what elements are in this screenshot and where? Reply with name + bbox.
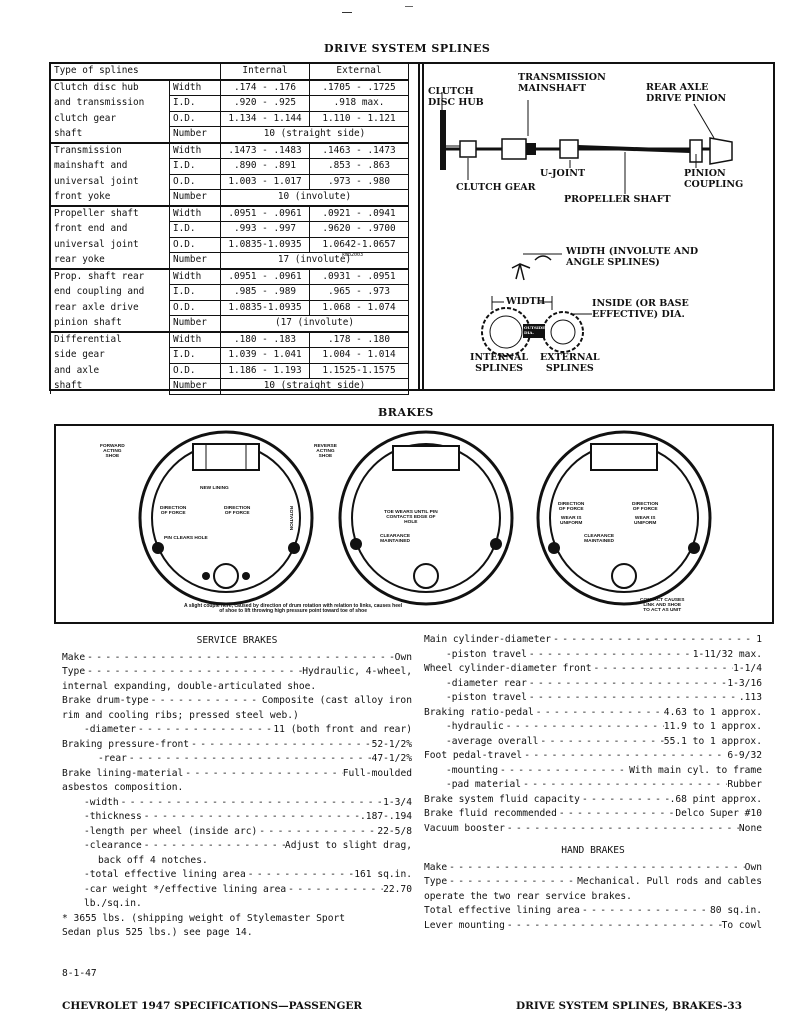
spline-measure-label: I.D. [170, 159, 221, 175]
spec-label: -width [84, 796, 119, 808]
spec-line [62, 680, 412, 695]
spec-line [424, 648, 762, 663]
spec-value: 1-3/4 [383, 796, 412, 808]
spec-label: Brake fluid recommended [424, 808, 557, 819]
splines-row [51, 348, 409, 364]
spec-label: -mounting [446, 764, 498, 776]
splines-row [51, 379, 409, 395]
spline-measure-label: O.D. [170, 174, 221, 190]
th-external: External [310, 64, 409, 80]
spline-internal-value: 1.134 - 1.144 [221, 111, 310, 127]
spec-value: None [738, 822, 762, 834]
spline-measure-label: Number [170, 316, 221, 332]
spline-category-line: universal joint [51, 174, 170, 190]
lbl-wear-uniform-1: WEAR IS UNIFORM [560, 516, 583, 526]
spec-value: 22-5/8 [377, 825, 412, 837]
spline-internal-value: 1.0835-1.0935 [221, 300, 310, 316]
leader-dashes [521, 778, 727, 793]
spec-label: -clearance [84, 840, 142, 851]
spec-text: lb./sq.in. [84, 898, 142, 909]
lbl-clutch-gear: CLUTCH GEAR [456, 182, 536, 193]
spec-line [424, 662, 762, 677]
spec-line [424, 919, 762, 934]
splines-row [51, 127, 409, 143]
spline-category-line: side gear [51, 348, 170, 364]
spec-label: Type [62, 666, 86, 677]
spline-measure-label: O.D. [170, 300, 221, 316]
spec-line [424, 735, 762, 750]
spec-value: 6-9/32 [727, 750, 762, 761]
clutch-disc-shape [440, 110, 446, 170]
spline-measure-label: Width [170, 206, 221, 222]
spec-value: Own [744, 861, 762, 873]
spec-value: Delco Super #10 [675, 808, 762, 819]
splines-row [51, 363, 409, 379]
spline-measure-label: Width [170, 269, 221, 285]
spline-external-value: .0921 - .0941 [310, 206, 409, 222]
spline-category-line: and transmission [51, 96, 170, 112]
spec-value: 55.1 to 1 approx. [663, 735, 762, 747]
spline-measure-label: I.D. [170, 222, 221, 238]
lbl-direction-force-2: DIRECTION OF FORCE [224, 506, 251, 516]
lbl-toe-wears: TOE WEARS UNTIL PIN CONTACTS EDGE OF HOLE [384, 510, 438, 525]
spec-label: Make [424, 861, 448, 873]
lbl-external-splines: EXTERNAL SPLINES [540, 352, 600, 374]
spline-category-line: Transmission [51, 143, 170, 159]
splines-row [51, 269, 409, 285]
leader-dashes [183, 767, 342, 782]
spline-measure-label: I.D. [170, 96, 221, 112]
spline-external-value: 1.004 - 1.014 [310, 348, 409, 364]
spline-diagram [418, 62, 775, 391]
splines-row [51, 332, 409, 348]
spline-external-value: .918 max. [310, 96, 409, 112]
spec-text: Sedan plus 525 lbs.) see page 14. [62, 927, 253, 938]
lbl-reverse-acting: REVERSE ACTING SHOE [314, 444, 337, 459]
brake-drum-1 [140, 432, 312, 604]
spec-label: Total effective lining area [424, 905, 580, 916]
lbl-transmission-mainshaft: TRANSMISSION MAINSHAFT [518, 72, 606, 94]
spec-line [424, 793, 762, 808]
spec-value: Rubber [727, 779, 762, 790]
spec-label: -hydraulic [446, 721, 504, 732]
leader-dashes [505, 822, 739, 837]
spec-line [424, 691, 762, 706]
spec-label: -piston travel [446, 692, 527, 703]
spec-value: To cowl [721, 919, 762, 931]
spline-external-value: .853 - .863 [310, 159, 409, 175]
lbl-clearance-2: CLEARANCE MAINTAINED [380, 534, 411, 544]
spline-category-line: clutch gear [51, 111, 170, 127]
leader-dashes [85, 665, 302, 680]
spec-label: Braking pressure-front [62, 738, 190, 750]
spline-category-line: shaft [51, 127, 170, 143]
spec-value: .68 pint approx. [669, 793, 762, 805]
spec-line [62, 839, 412, 854]
lbl-outside-dia: OUTSIDE DIA. [524, 325, 546, 335]
spec-line [424, 807, 762, 822]
u-joint-shape [560, 140, 578, 158]
spec-line [62, 926, 412, 941]
spec-value: With main cyl. to frame [629, 764, 762, 776]
lbl-forward-acting: FORWARD ACTING SHOE [100, 444, 125, 459]
lbl-wear-uniform-2: WEAR IS UNIFORM [634, 516, 657, 526]
spec-value: 47-1/2% [371, 753, 412, 764]
spec-label: -thickness [84, 811, 142, 822]
spec-line [424, 720, 762, 735]
spec-label: -diameter rear [446, 677, 527, 689]
spline-measure-label: O.D. [170, 363, 221, 379]
leader-dashes [527, 677, 727, 692]
spec-label: Make [62, 651, 86, 663]
leader-dashes [127, 752, 372, 767]
leader-dashes [149, 694, 262, 709]
spline-measure-label: Width [170, 332, 221, 348]
spec-text: * 3655 lbs. (shipping weight of Stylemaster Sport [62, 912, 346, 924]
lbl-pinion-coupling: PINION COUPLING [684, 168, 744, 190]
spec-label: Wheel cylinder-diameter front [424, 663, 592, 674]
spline-measure-label: I.D. [170, 348, 221, 364]
spec-line [62, 723, 412, 738]
spec-value: 22.70 [383, 883, 412, 895]
spline-external-value: 1.110 - 1.121 [310, 111, 409, 127]
spline-internal-value: .0951 - .0961 [221, 269, 310, 285]
spline-internal-value: .180 - .183 [221, 332, 310, 348]
spec-text: back off 4 notches. [98, 854, 208, 866]
lbl-clutch-disc-hub: CLUTCH DISC HUB [428, 86, 484, 108]
spec-label: -piston travel [446, 648, 527, 660]
spec-line [62, 912, 412, 927]
spec-value: 1 [756, 634, 762, 645]
leader-dashes [447, 861, 745, 876]
involute-tooth-shape [512, 264, 530, 280]
brakes-diagram [54, 424, 774, 624]
spec-line [62, 665, 412, 680]
lbl-rear-axle-drive-pinion: REAR AXLE DRIVE PINION [646, 82, 727, 104]
spline-measure-label: Number [170, 253, 221, 269]
th-internal: Internal [221, 64, 310, 80]
lbl-rotation: ROTATION [288, 506, 293, 531]
splines-row [51, 80, 409, 96]
spline-category-line: pinion shaft [51, 316, 170, 332]
spec-value: Full-moulded [342, 767, 412, 779]
splines-row [51, 174, 409, 190]
lbl-d3-direction-2: DIRECTION OF FORCE [632, 502, 659, 512]
spec-line [62, 752, 412, 767]
spec-value: 1-11/32 max. [692, 648, 762, 660]
spline-category-line: Differential [51, 332, 170, 348]
lbl-internal-splines: INTERNAL SPLINES [470, 352, 529, 374]
spec-line [424, 875, 762, 890]
hand-brakes-lines [424, 861, 762, 934]
leader-dashes [142, 810, 360, 825]
splines-row [51, 96, 409, 112]
spec-line [424, 822, 762, 837]
spline-external-value: .9620 - .9700 [310, 222, 409, 238]
spec-line [62, 868, 412, 883]
spline-number-value: 10 (straight side) [221, 127, 409, 143]
leader-dashes [527, 691, 739, 706]
spline-category-line: rear axle drive [51, 300, 170, 316]
splines-row [51, 237, 409, 253]
leader-dashes [142, 839, 285, 854]
spec-value: .187-.194 [360, 811, 412, 822]
spline-measure-label: I.D. [170, 285, 221, 301]
splines-row [51, 111, 409, 127]
spec-line [62, 767, 412, 782]
spec-label: -diameter [84, 724, 136, 735]
spec-label: -car weight */effective lining area [84, 883, 287, 895]
spline-measure-label: Number [170, 190, 221, 206]
drive-pinion-shape [710, 138, 732, 164]
leader-dashes [189, 738, 371, 753]
spline-measure-label: Number [170, 127, 221, 143]
brakes-title: BRAKES [378, 406, 434, 419]
spline-internal-value: 1.0835-1.0935 [221, 237, 310, 253]
leader-dashes [505, 919, 722, 934]
lbl-clearance-3: CLEARANCE MAINTAINED [584, 534, 615, 544]
spline-category-line: Prop. shaft rear [51, 269, 170, 285]
spec-text: internal expanding, double-articulated shoe. [62, 680, 317, 692]
leader-dashes [522, 749, 727, 764]
splines-title: DRIVE SYSTEM SPLINES [324, 42, 491, 55]
spec-value: 4.63 to 1 approx. [663, 706, 762, 718]
lbl-width: WIDTH [506, 296, 546, 307]
spline-number-value: 10 (straight side) [221, 379, 409, 395]
splines-row [51, 159, 409, 175]
spec-line [62, 694, 412, 709]
leader-dashes [85, 651, 395, 666]
spec-value: 52-1/2% [371, 738, 412, 750]
service-brakes-heading: SERVICE BRAKES [196, 635, 278, 646]
leader-dashes [257, 825, 377, 840]
leader-dashes [246, 868, 355, 883]
spec-line [62, 897, 412, 912]
spec-value: Hydraulic, 4-wheel, [302, 666, 412, 677]
footer-date: 8-1-47 [62, 968, 97, 979]
spline-number-value: (17 (involute) [221, 316, 409, 332]
splines-row [51, 316, 409, 332]
spline-measure-label: Width [170, 80, 221, 96]
spec-line [62, 810, 412, 825]
spec-value: 161 sq.in. [354, 869, 412, 880]
spec-value: 1-1/4 [733, 663, 762, 674]
leader-dashes [527, 648, 693, 663]
spec-value: .113 [738, 692, 762, 703]
leader-dashes [504, 720, 664, 735]
spec-label: Brake lining-material [62, 767, 184, 779]
spec-label: Lever mounting [424, 919, 505, 931]
spec-line [424, 861, 762, 876]
spec-line [424, 890, 762, 905]
lbl-u-joint: U-JOINT [540, 168, 586, 179]
spec-value: Mechanical. Pull rods and cables [577, 876, 762, 887]
splines-row [51, 285, 409, 301]
spline-category-line: Clutch disc hub [51, 80, 170, 96]
spec-label: Main cylinder-diameter [424, 634, 552, 645]
leader-dashes [551, 633, 756, 648]
spec-label: -rear [98, 753, 127, 764]
spec-value: Own [394, 651, 412, 663]
clutch-gear-shape [460, 141, 476, 157]
spec-label: Foot pedal-travel [424, 750, 523, 761]
spec-line [424, 706, 762, 721]
spec-label: -total effective lining area [84, 869, 246, 880]
spec-label: -pad material [446, 779, 522, 790]
leader-dashes [580, 904, 710, 919]
spline-category-line: front yoke [51, 190, 170, 206]
spec-label: Brake drum-type [62, 695, 149, 706]
spec-label: Type [424, 876, 448, 887]
lbl-inside-dia: INSIDE (OR BASE EFFECTIVE) DIA. [592, 298, 689, 320]
spline-external-value: .0931 - .0951 [310, 269, 409, 285]
leader-dashes [286, 883, 383, 898]
spline-internal-value: .920 - .925 [221, 96, 310, 112]
spec-line [62, 651, 412, 666]
splines-row [51, 206, 409, 222]
spec-line [424, 778, 762, 793]
footer-left: CHEVROLET 1947 SPECIFICATIONS—PASSENGER [62, 1000, 363, 1012]
spec-label: -length per wheel (inside arc) [84, 825, 258, 837]
leader-dashes [538, 735, 663, 750]
spec-text: operate the two rear service brakes. [424, 890, 632, 902]
lbl-contact-causes: CONTACT CAUSES LINK AND SHOE TO ACT AS UNIT [640, 598, 685, 613]
spline-external-value: .965 - .973 [310, 285, 409, 301]
leader-dashes [592, 662, 734, 677]
spec-line [62, 883, 412, 898]
hand-brakes-heading: HAND BRAKES [561, 845, 625, 856]
spec-line [62, 854, 412, 869]
lbl-direction-force-1: DIRECTION OF FORCE [160, 506, 187, 516]
lbl-propeller-shaft: PROPELLER SHAFT [564, 194, 671, 205]
spline-internal-value: .890 - .891 [221, 159, 310, 175]
spec-value: 1-3/16 [727, 677, 762, 689]
spline-internal-value: .985 - .989 [221, 285, 310, 301]
leader-dashes [534, 706, 664, 721]
spline-internal-value: .0951 - .0961 [221, 206, 310, 222]
th-type: Type of splines [51, 64, 221, 80]
spline-measure-label: Width [170, 143, 221, 159]
splines-row [51, 300, 409, 316]
spline-measure-label: O.D. [170, 237, 221, 253]
spline-external-value: .973 - .980 [310, 174, 409, 190]
splines-row [51, 143, 409, 159]
spec-value: 11 (both front and rear) [273, 724, 412, 735]
spec-line [62, 796, 412, 811]
leader-dashes [498, 764, 629, 779]
spec-line [424, 633, 762, 648]
spline-internal-value: .174 - .176 [221, 80, 310, 96]
footer-right: DRIVE SYSTEM SPLINES, BRAKES-33 [516, 1000, 743, 1012]
spline-internal-value: 1.039 - 1.041 [221, 348, 310, 364]
spline-number-value: 17 (involute) [221, 253, 409, 269]
spline-external-value: 1.1525-1.1575 [310, 363, 409, 379]
spec-value: 80 sq.in. [710, 905, 762, 916]
spline-category-line: mainshaft and [51, 159, 170, 175]
tiny-mark: kmb2003 [342, 252, 364, 258]
leader-dashes [557, 807, 676, 822]
service-brakes-section [62, 634, 412, 941]
spline-internal-value: 1.186 - 1.193 [221, 363, 310, 379]
transmission-shape [502, 139, 526, 159]
spec-line [424, 764, 762, 779]
leader-dashes [119, 796, 383, 811]
spline-number-value: 10 (involute) [221, 190, 409, 206]
spline-category-line: Propeller shaft [51, 206, 170, 222]
spline-external-value: 1.068 - 1.074 [310, 300, 409, 316]
spline-internal-value: 1.003 - 1.017 [221, 174, 310, 190]
spline-category-line: and axle [51, 363, 170, 379]
hydraulic-specs-section [424, 633, 762, 933]
spec-line [424, 749, 762, 764]
brakes-caption: A slight couple here, caused by direction of drum rotation with relation to links, causes heel of shoe to lift throwing high pressure point toward toe of shoe [184, 603, 403, 614]
lbl-pin-clears-hole: PIN CLEARS HOLE [164, 536, 208, 541]
splines-table [50, 63, 409, 395]
spec-line [62, 738, 412, 753]
spec-line [424, 677, 762, 692]
spline-category-line: shaft [51, 379, 170, 395]
spec-label: -average overall [446, 735, 539, 747]
lbl-new-lining: NEW LINING [200, 486, 229, 491]
spline-internal-value: .993 - .997 [221, 222, 310, 238]
spec-line [62, 781, 412, 796]
service-brakes-lines [62, 651, 412, 941]
page-mark [342, 12, 352, 13]
spec-label: Brake system fluid capacity [424, 793, 580, 805]
spec-value: 11.9 to 1 approx. [663, 721, 762, 732]
spline-internal-value: .1473 - .1483 [221, 143, 310, 159]
spec-line [62, 709, 412, 724]
drive-diagram-svg [420, 64, 773, 389]
spline-external-value: .178 - .180 [310, 332, 409, 348]
spec-value: Adjust to slight drag, [284, 840, 412, 851]
spec-text: asbestos composition. [62, 782, 184, 793]
spline-external-value: 1.0642-1.0657 [310, 237, 409, 253]
leader-dashes [580, 793, 670, 808]
spec-text: rim and cooling ribs; pressed steel web.) [62, 709, 299, 721]
spec-label: Vacuum booster [424, 822, 505, 834]
spline-category-line: universal joint [51, 237, 170, 253]
spline-measure-label: Number [170, 379, 221, 395]
spline-measure-label: O.D. [170, 111, 221, 127]
spec-label: Braking ratio-pedal [424, 706, 534, 718]
splines-row [51, 190, 409, 206]
lbl-width-involute: WIDTH (INVOLUTE AND ANGLE SPLINES) [566, 246, 699, 268]
spline-category-line: rear yoke [51, 253, 170, 269]
splines-row [51, 222, 409, 238]
leader-dashes [136, 723, 273, 738]
spline-external-value: .1463 - .1473 [310, 143, 409, 159]
spec-line [62, 825, 412, 840]
hydraulic-specs-lines [424, 633, 762, 836]
spec-line [424, 904, 762, 919]
page-mark-top [405, 6, 413, 7]
spec-value: Composite (cast alloy iron [261, 695, 412, 706]
lbl-d3-direction-1: DIRECTION OF FORCE [558, 502, 585, 512]
spline-external-value: .1705 - .1725 [310, 80, 409, 96]
leader-dashes [447, 875, 577, 890]
spline-category-line: front end and [51, 222, 170, 238]
spline-category-line: end coupling and [51, 285, 170, 301]
